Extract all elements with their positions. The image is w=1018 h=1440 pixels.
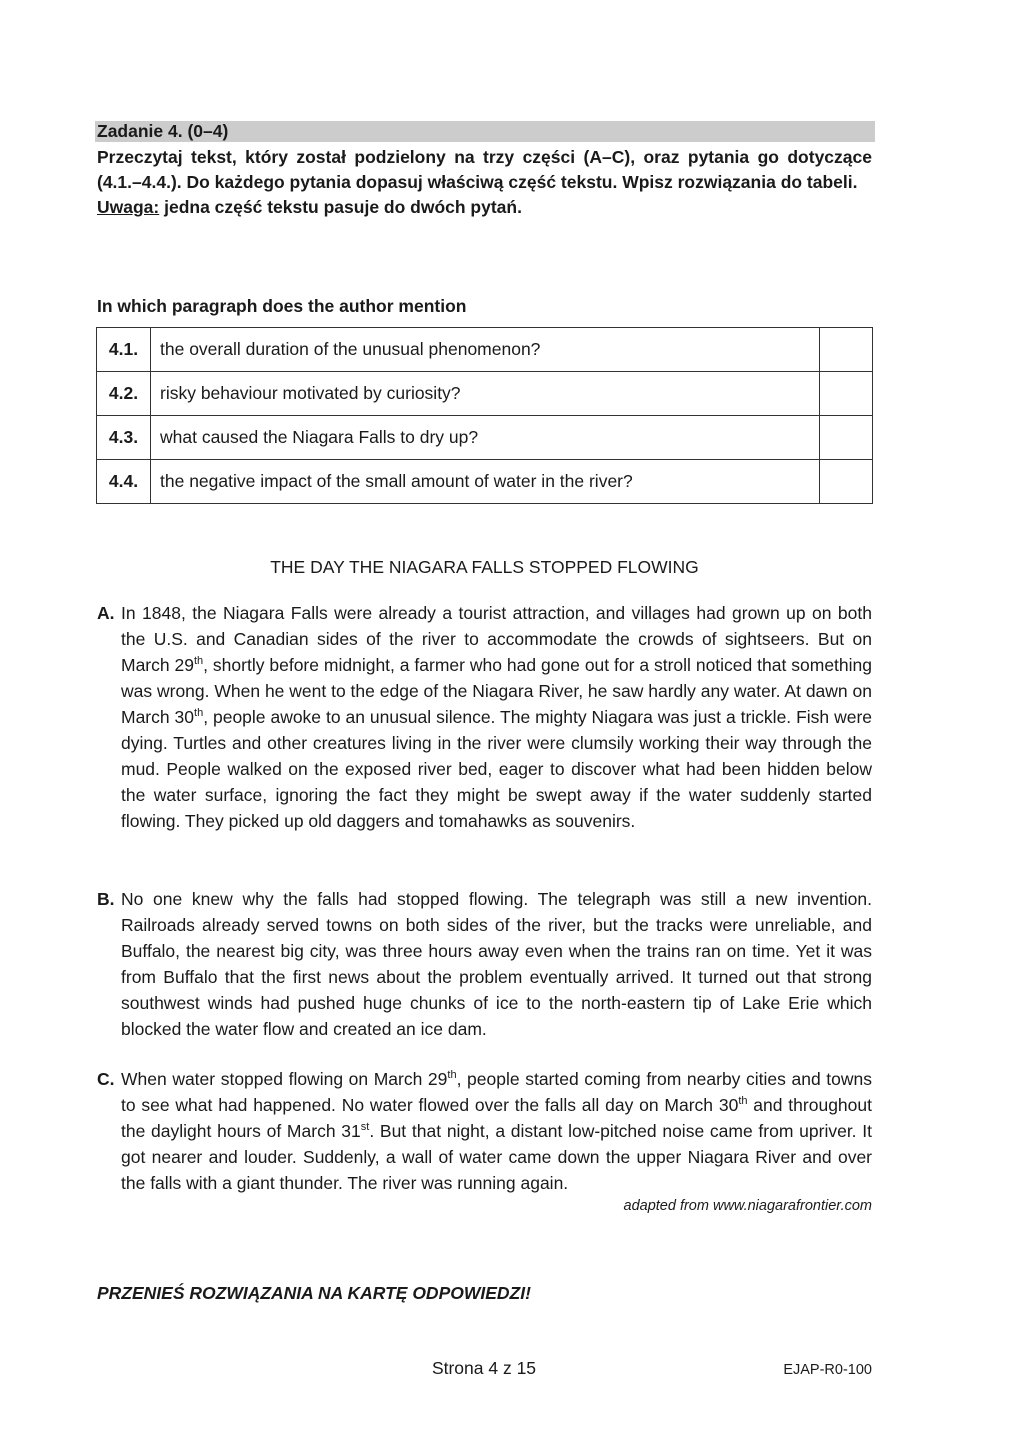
question-text: risky behaviour motivated by curiosity? (151, 372, 820, 416)
text-run: When water stopped flowing on March 29 (121, 1069, 448, 1089)
paragraph-label: B. (97, 889, 115, 909)
table-row (97, 460, 873, 504)
paragraph-a (97, 600, 872, 834)
note-text: jedna część tekstu pasuje do dwóch pytań. (159, 197, 522, 217)
ordinal-suffix: th (194, 707, 204, 720)
paragraph-label: A. (97, 603, 115, 623)
page-number: Strona 4 z 15 (431, 1358, 537, 1378)
text-run: . But that night, a distant low-pitched noise came from upriver. It got nearer and louder. Suddenly, a wall of water came down the upper Niagara River and over the falls with a giant thunder. The river was running again. (121, 1121, 872, 1193)
ordinal-suffix: th (738, 1095, 748, 1108)
ordinal-suffix: st (360, 1121, 370, 1134)
instruction-note (97, 195, 872, 220)
exam-code: EJAP-R0-100 (783, 1362, 872, 1378)
article-title: THE DAY THE NIAGARA FALLS STOPPED FLOWING (270, 557, 699, 577)
question-text: the negative impact of the small amount of water in the river? (151, 460, 820, 504)
answer-cell[interactable] (820, 416, 873, 460)
question-number: 4.1. (97, 328, 151, 372)
note-label: Uwaga: (97, 197, 160, 217)
task-header (95, 121, 875, 142)
paragraph-body (121, 1066, 872, 1196)
questions-table (96, 327, 873, 504)
question-number: 4.3. (97, 416, 151, 460)
table-row (97, 328, 873, 372)
paragraph-b (97, 886, 872, 1042)
answer-cell[interactable] (820, 460, 873, 504)
paragraph-c (97, 1066, 872, 1196)
ordinal-suffix: th (193, 655, 204, 668)
question-text: what caused the Niagara Falls to dry up? (151, 416, 820, 460)
answer-cell[interactable] (820, 328, 873, 372)
task-title: Zadanie 4. (0–4) (97, 121, 229, 141)
source-credit: adapted from www.niagarafrontier.com (623, 1198, 872, 1214)
table-row (97, 372, 873, 416)
ordinal-suffix: th (447, 1069, 457, 1082)
instruction-text: Przeczytaj tekst, który został podzielony na trzy części (A–C), oraz pytania go dotyczące (4.1.–4.4.). Do każdego pytania dopasuj właściwą część tekstu. Wpisz rozwiązania do tabeli. (97, 147, 872, 192)
transfer-note: PRZENIEŚ ROZWIĄZANIA NA KARTĘ ODPOWIEDZI! (97, 1283, 531, 1303)
paragraph-body: No one knew why the falls had stopped flowing. The telegraph was still a new invention. Railroads already served towns on both sides of the river, but the tracks were unreliable, and Buffalo, the nearest big city, was three hours away even when the trains ran on time. Yet it was from Buffalo that the first news about the problem eventually arrived. It turned out that strong southwest winds had pushed huge chunks of ice to the north-eastern tip of Lake Erie which blocked the water flow and created an ice dam. (121, 889, 872, 1039)
question-number: 4.2. (97, 372, 151, 416)
task-instructions (97, 145, 872, 220)
question-text: the overall duration of the unusual phenomenon? (151, 328, 820, 372)
text-run: , shortly before midnight, a farmer who had gone out for a stroll noticed that something was wrong. When he went to the edge of the Niagara River, he saw hardly any water. At dawn on March 30 (121, 655, 872, 727)
table-row (97, 416, 873, 460)
question-lead: In which paragraph does the author mention (97, 296, 467, 316)
text-run: , people awoke to an unusual silence. The mighty Niagara was just a trickle. Fish were dying. Turtles and other creatures living in the river were clumsily working their way through the mud. People walked on the exposed river bed, eager to discover what had been hidden below the water surface, ignoring the fact they might be swept away if the water suddenly started flowing. They picked up old daggers and tomahawks as souvenirs. (121, 707, 872, 831)
paragraph-body (121, 600, 872, 834)
question-number: 4.4. (97, 460, 151, 504)
text-run: In 1848, the Niagara Falls were already a tourist attraction, and villages had grown up on both the U.S. and Canadian sides of the river to accommodate the crowds of sightseers. But on March 29 (121, 603, 872, 675)
text-run: and throughout the daylight hours of March 31 (121, 1095, 872, 1141)
answer-cell[interactable] (820, 372, 873, 416)
text-run: , people started coming from nearby cities and towns to see what had happened. No water flowed over the falls all day on March 30 (121, 1069, 873, 1115)
paragraph-label: C. (97, 1069, 115, 1089)
